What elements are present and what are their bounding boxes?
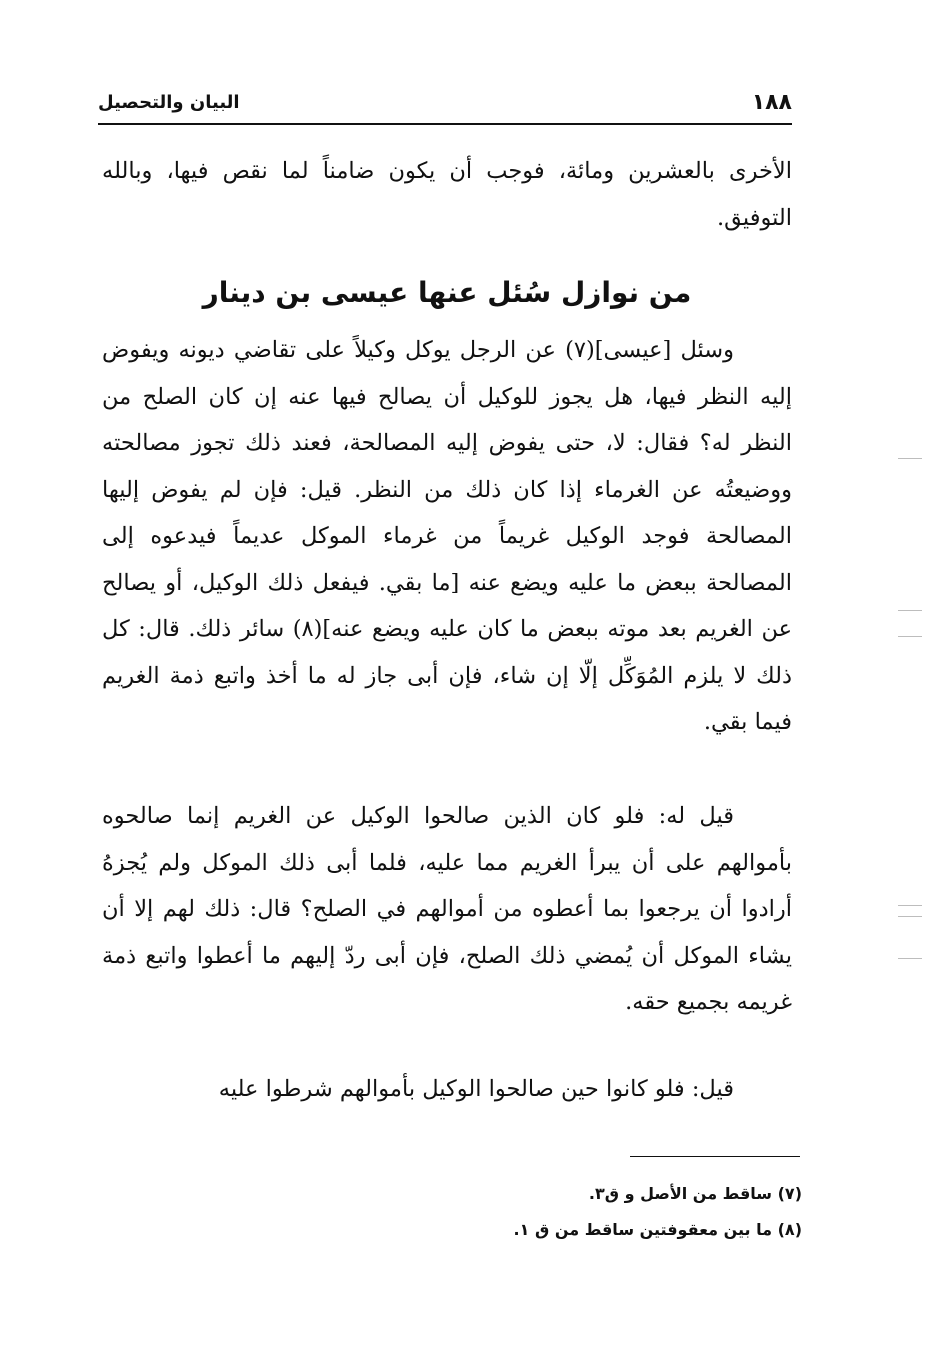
paragraph-1-text: وسئل [عيسى](٧) عن الرجل يوكل وكيلاً على تقاضي ديونه ويفوض إليه النظر فيها، هل يجوز للوكيل أن يصالح فيها عنه إن كان الصلح من النظر له؟ فقال: لا، حتى يفوض إليه المصالحة، فعند ذلك تجوز مصالحته ووضيعتُه عن الغرماء إذا كان ذلك من النظر. قيل: فإن لم يفوض إليها المصالحة فوجد الوكيل غريماً من غرماء الموكل عديماً فيدعوه إلى المصالحة ببعض ما عليه ويضع عنه [ما بقي. فيفعل ذلك الوكيل، أو يصالح عن الغريم بعد موته ببعض ما كان عليه ويضع عنه](٨) سائر ذلك. قال: كل ذلك لا يلزم المُوَكِّل إلّا إن شاء، فإن أبى جاز له ما أخذ واتبع ذمة الغريم فيما بقي. [102,337,792,735]
intro-paragraph [102,148,792,241]
scan-edge-mark [898,458,922,459]
paragraph-2-text: قيل له: فلو كان الذين صالحوا الوكيل عن الغريم إنما صالحوه بأموالهم على أن يبرأ الغريم مما عليه، فلما أبى ذلك الموكل ولم يُجزهُ أرادوا أن يرجعوا بما أعطوه من أموالهم في الصلح؟ قال: ذلك لهم إلا أن يشاء الموكل أن يُمضي ذلك الصلح، فإن أبى ردّ إليهم ما أعطوا واتبع ذمة غريمه بجميع حقه. [102,803,792,1015]
intro-paragraph-text: الأخرى بالعشرين ومائة، فوجب أن يكون ضامناً لما نقص فيها، وبالله التوفيق. [102,158,792,231]
footnote-rule [630,1156,800,1157]
footnote-7: (٧) ساقط من الأصل و ق٣. [588,1184,802,1203]
scan-edge-mark [898,916,922,917]
scan-edge-mark [898,958,922,959]
footnotes [102,1176,802,1248]
header-rule [98,123,792,125]
running-header [98,88,792,122]
paragraph-2 [102,793,792,1026]
paragraph-1 [102,327,792,746]
book-title: البيان والتحصيل [98,92,240,113]
scan-edge-mark [898,610,922,611]
paragraph-3-text: قيل: فلو كانوا حين صالحوا الوكيل بأموالهم شرطوا عليه [218,1076,734,1102]
paragraph-3 [102,1066,792,1113]
page-number: ١٨٨ [751,90,792,115]
section-heading: من نوازل سُئل عنها عيسى بن دينار [202,276,692,309]
scan-edge-mark [898,905,922,906]
scan-edge-mark [898,636,922,637]
footnote-8: (٨) ما بين معقوفتين ساقط من ق ١. [513,1220,802,1239]
